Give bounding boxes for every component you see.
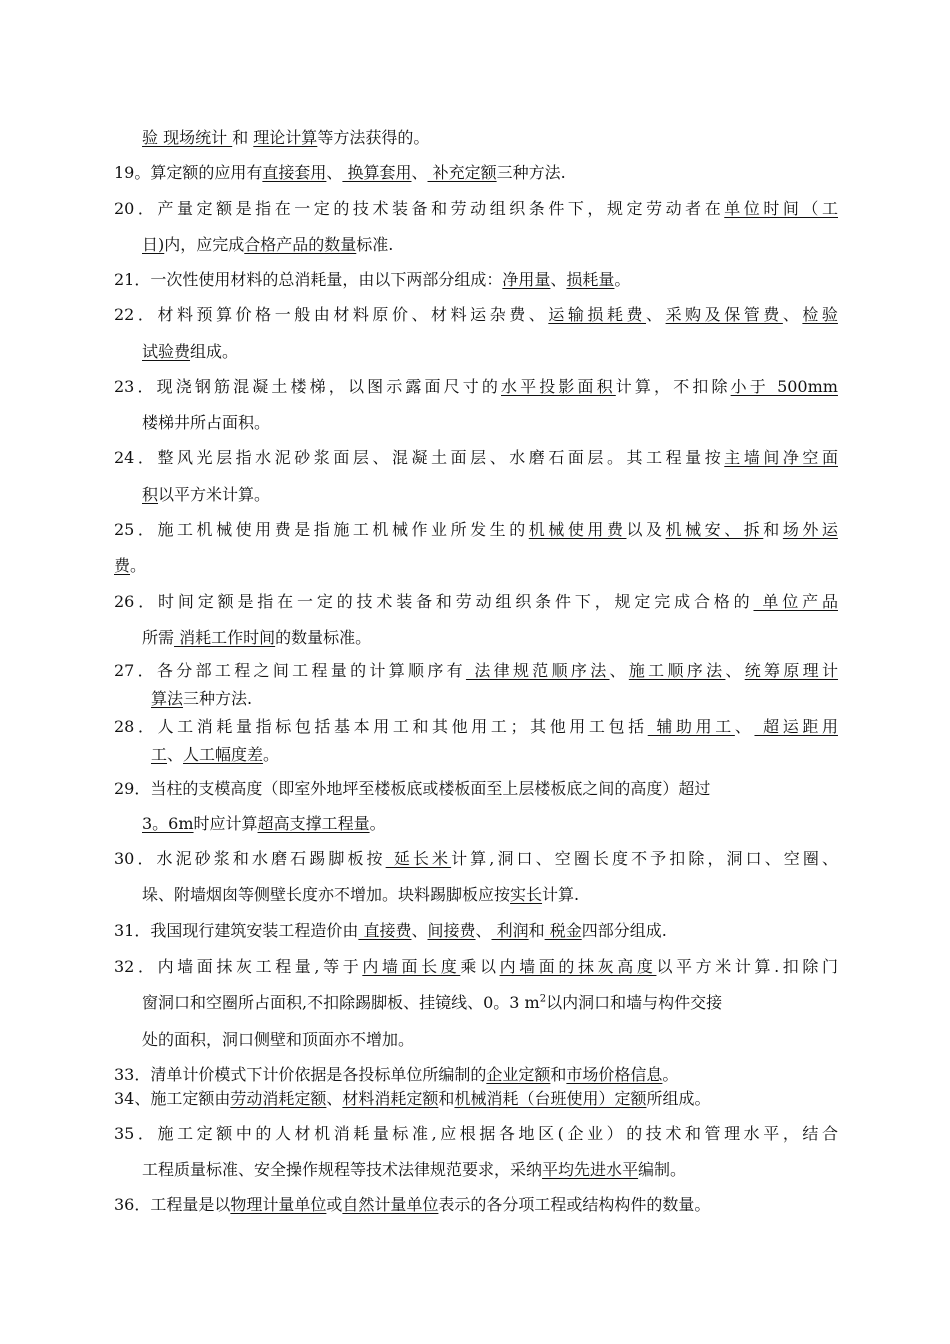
text-segment: 、 [550, 270, 567, 289]
answer-blank: 物理计量单位 [230, 1195, 327, 1214]
text-segment: 、 [646, 305, 666, 324]
text-segment: 所组成。 [646, 1089, 711, 1108]
answer-blank: 检验 [802, 305, 838, 324]
text-segment: 组成。 [190, 342, 239, 361]
text-segment: 。 [369, 814, 386, 833]
text-segment: 表示的各分项工程或结构构件的数量。 [438, 1195, 711, 1214]
text-segment: 的数量标准。 [275, 628, 372, 647]
text-segment: 三种方法. [183, 689, 253, 708]
text-line [142, 412, 866, 434]
text-segment: 。 [263, 745, 280, 764]
answer-blank: 单位产品 [753, 592, 838, 611]
answer-blank: 材料消耗定额 [342, 1089, 439, 1108]
text-segment: 36．工程量是以 [114, 1195, 231, 1214]
text-segment: 25．施工机械使用费是指施工机械作业所发生的 [114, 520, 529, 539]
text-line [142, 484, 866, 506]
text-line [114, 269, 838, 291]
answer-blank: 主墙间净空面 [724, 448, 838, 467]
answer-blank: 实长 [510, 885, 543, 904]
answer-blank: 机械消耗（台班使用）定额 [454, 1089, 647, 1108]
answer-blank: 现场统计 [158, 128, 233, 147]
text-segment: 34、施工定额由 [114, 1089, 231, 1108]
text-line [114, 1064, 838, 1086]
text-segment: 以平方米计算.扣除门 [656, 957, 838, 976]
text-segment: 、 [782, 305, 803, 324]
text-segment: 31．我国现行建筑安装工程造价由 [114, 921, 359, 940]
answer-blank: 试验费 [142, 342, 191, 361]
text-segment: 编制。 [638, 1160, 687, 1179]
answer-blank: 采购及保管费 [665, 305, 783, 324]
text-line [142, 234, 866, 256]
answer-blank: 施工顺序法 [628, 661, 726, 680]
text-line [114, 198, 838, 220]
text-segment: 、 [167, 745, 184, 764]
text-segment: 标准. [356, 235, 394, 254]
text-segment: 29．当柱的支模高度（即室外地坪至楼板底或楼板面至上层楼板底之间的高度）超过 [114, 779, 711, 798]
text-segment: 20．产量定额是指在一定的技术装备和劳动组织条件下，规定劳动者在 [114, 199, 725, 218]
answer-blank: 消耗工作时间 [174, 628, 276, 647]
text-segment: 以内洞口和墙与构件交接 [546, 993, 723, 1012]
text-segment: 三种方法. [496, 163, 566, 182]
answer-blank: 运输损耗费 [548, 305, 647, 324]
text-segment: 30．水泥砂浆和水磨石踢脚板按 [114, 849, 386, 868]
text-segment: 垛、附墙烟囱等侧壁长度亦不增加。块料踢脚板应按 [142, 885, 511, 904]
answer-blank: 净用量 [502, 270, 551, 289]
answer-blank: 场外运 [782, 520, 838, 539]
text-segment: 和 [232, 128, 254, 147]
text-line [114, 1088, 838, 1110]
answer-blank: 人工幅度差 [183, 745, 264, 764]
text-segment: 窗洞口和空圈所占面积,不扣除踢脚板、挂镜线、0。3 m [142, 993, 540, 1012]
text-segment: 21．一次性使用材料的总消耗量，由以下两部分组成： [114, 270, 503, 289]
text-line [114, 519, 838, 541]
text-line [114, 555, 838, 577]
answer-blank: 单位时间（工 [724, 199, 838, 218]
answer-blank: 损耗量 [566, 270, 615, 289]
text-segment: 23．现浇钢筋混凝土楼梯，以图示露面尺寸的 [114, 377, 501, 396]
text-segment: 等方法获得的。 [317, 128, 430, 147]
text-line [142, 627, 866, 649]
answer-blank: 内墙面长度 [362, 957, 461, 976]
answer-blank: 理论计算 [253, 128, 318, 147]
answer-blank: 换算套用 [342, 163, 412, 182]
text-segment: 时应计算 [193, 814, 258, 833]
text-line [142, 813, 866, 835]
answer-blank: 小于 500mm [730, 377, 838, 396]
text-segment: 35．施工定额中的人材机消耗量标准,应根据各地区(企业）的技术和管理水平，结合 [114, 1124, 838, 1143]
text-line [114, 956, 838, 978]
text-line [142, 1029, 866, 1051]
text-segment: 计算. [542, 885, 580, 904]
text-line [142, 884, 866, 906]
text-segment: 处的面积，洞口侧壁和顶面亦不增加。 [142, 1030, 415, 1049]
text-line [151, 688, 875, 710]
answer-blank: 工 [151, 745, 168, 764]
text-segment: 和 [763, 520, 783, 539]
text-line [114, 376, 838, 398]
answer-blank: 内墙面的抹灰高度 [499, 957, 657, 976]
text-segment: 计算，不扣除 [615, 377, 731, 396]
text-segment: 、 [725, 661, 745, 680]
text-segment: 22．材料预算价格一般由材料原价、材料运杂费、 [114, 305, 549, 324]
answer-blank: 超运距用 [754, 717, 838, 736]
text-segment: 以及 [626, 520, 666, 539]
text-segment: 。 [614, 270, 631, 289]
answer-blank: 利润 [491, 921, 529, 940]
text-segment: 、 [326, 1089, 343, 1108]
text-segment: 。 [130, 556, 147, 575]
text-segment: 、 [326, 163, 343, 182]
superscript: 2 [539, 993, 547, 1005]
text-segment: 工程质量标准、安全操作规程等技术法律规范要求，采纳 [142, 1160, 543, 1179]
answer-blank: 间接费 [427, 921, 476, 940]
text-segment: 计算,洞口、空圈长度不予扣除，洞口、空圈、 [451, 849, 838, 868]
text-segment: 和 [528, 921, 545, 940]
text-segment: 、 [609, 661, 629, 680]
text-segment: 乘以 [460, 957, 500, 976]
answer-blank: 费 [114, 556, 131, 575]
text-line [114, 848, 838, 870]
text-line [114, 716, 838, 738]
answer-blank: 法律规范顺序法 [465, 661, 610, 680]
text-line [151, 744, 875, 766]
text-segment: 、 [411, 163, 428, 182]
text-line [142, 127, 866, 149]
text-segment: 、 [734, 717, 755, 736]
text-segment: 、 [411, 921, 428, 940]
answer-blank: 日) [142, 235, 165, 254]
answer-blank: 超高支撑工程量 [257, 814, 370, 833]
text-segment: 33．清单计价模式下计价依据是各投标单位所编制的 [114, 1065, 487, 1084]
text-line [114, 660, 838, 682]
answer-blank: 合格产品的数量 [244, 235, 357, 254]
answer-blank: 企业定额 [486, 1065, 551, 1084]
answer-blank: 统筹原理计 [744, 661, 838, 680]
text-segment: 27．各分部工程之间工程量的计算顺序有 [114, 661, 466, 680]
text-segment: 所需 [142, 628, 175, 647]
answer-blank: 税金 [544, 921, 582, 940]
text-line [114, 1123, 838, 1145]
text-segment: 32．内墙面抹灰工程量,等于 [114, 957, 363, 976]
text-line [114, 920, 838, 942]
text-segment: 内，应完成 [164, 235, 245, 254]
answer-blank: 验 [142, 128, 159, 147]
answer-blank: 自然计量单位 [342, 1195, 439, 1214]
text-segment: 和 [550, 1065, 567, 1084]
text-line [142, 341, 866, 363]
text-line [142, 1159, 866, 1181]
text-segment: 四部分组成. [581, 921, 667, 940]
text-line [114, 304, 838, 326]
answer-blank: 水平投影面积 [501, 377, 616, 396]
text-line [114, 162, 838, 184]
answer-blank: 直接费 [358, 921, 412, 940]
answer-blank: 机械使用费 [528, 520, 627, 539]
text-segment: 、 [475, 921, 492, 940]
answer-blank: 3。6m [142, 814, 194, 833]
answer-blank: 补充定额 [427, 163, 497, 182]
answer-blank: 机械安、拆 [665, 520, 764, 539]
answer-blank: 劳动消耗定额 [230, 1089, 327, 1108]
text-segment: 。 [662, 1065, 679, 1084]
text-line [114, 1194, 838, 1216]
text-line [114, 447, 838, 469]
text-line [142, 992, 866, 1014]
text-segment: 以平方米计算。 [158, 485, 271, 504]
text-segment: 楼梯井所占面积。 [142, 413, 271, 432]
answer-blank: 积 [142, 485, 159, 504]
text-line [114, 591, 838, 613]
answer-blank: 市场价格信息 [566, 1065, 663, 1084]
text-segment: 和 [438, 1089, 455, 1108]
text-segment: 24．整风光层指水泥砂浆面层、混凝土面层、水磨石面层。其工程量按 [114, 448, 725, 467]
answer-blank: 延长米 [385, 849, 452, 868]
text-segment: 26．时间定额是指在一定的技术装备和劳动组织条件下，规定完成合格的 [114, 592, 754, 611]
answer-blank: 直接套用 [262, 163, 327, 182]
answer-blank: 算法 [151, 689, 184, 708]
answer-blank: 平均先进水平 [542, 1160, 639, 1179]
text-segment: 28．人工消耗量指标包括基本用工和其他用工；其他用工包括 [114, 717, 648, 736]
answer-blank: 辅助用工 [647, 717, 735, 736]
text-segment: 19。算定额的应用有 [114, 163, 263, 182]
text-line [114, 778, 838, 800]
text-segment: 或 [326, 1195, 343, 1214]
